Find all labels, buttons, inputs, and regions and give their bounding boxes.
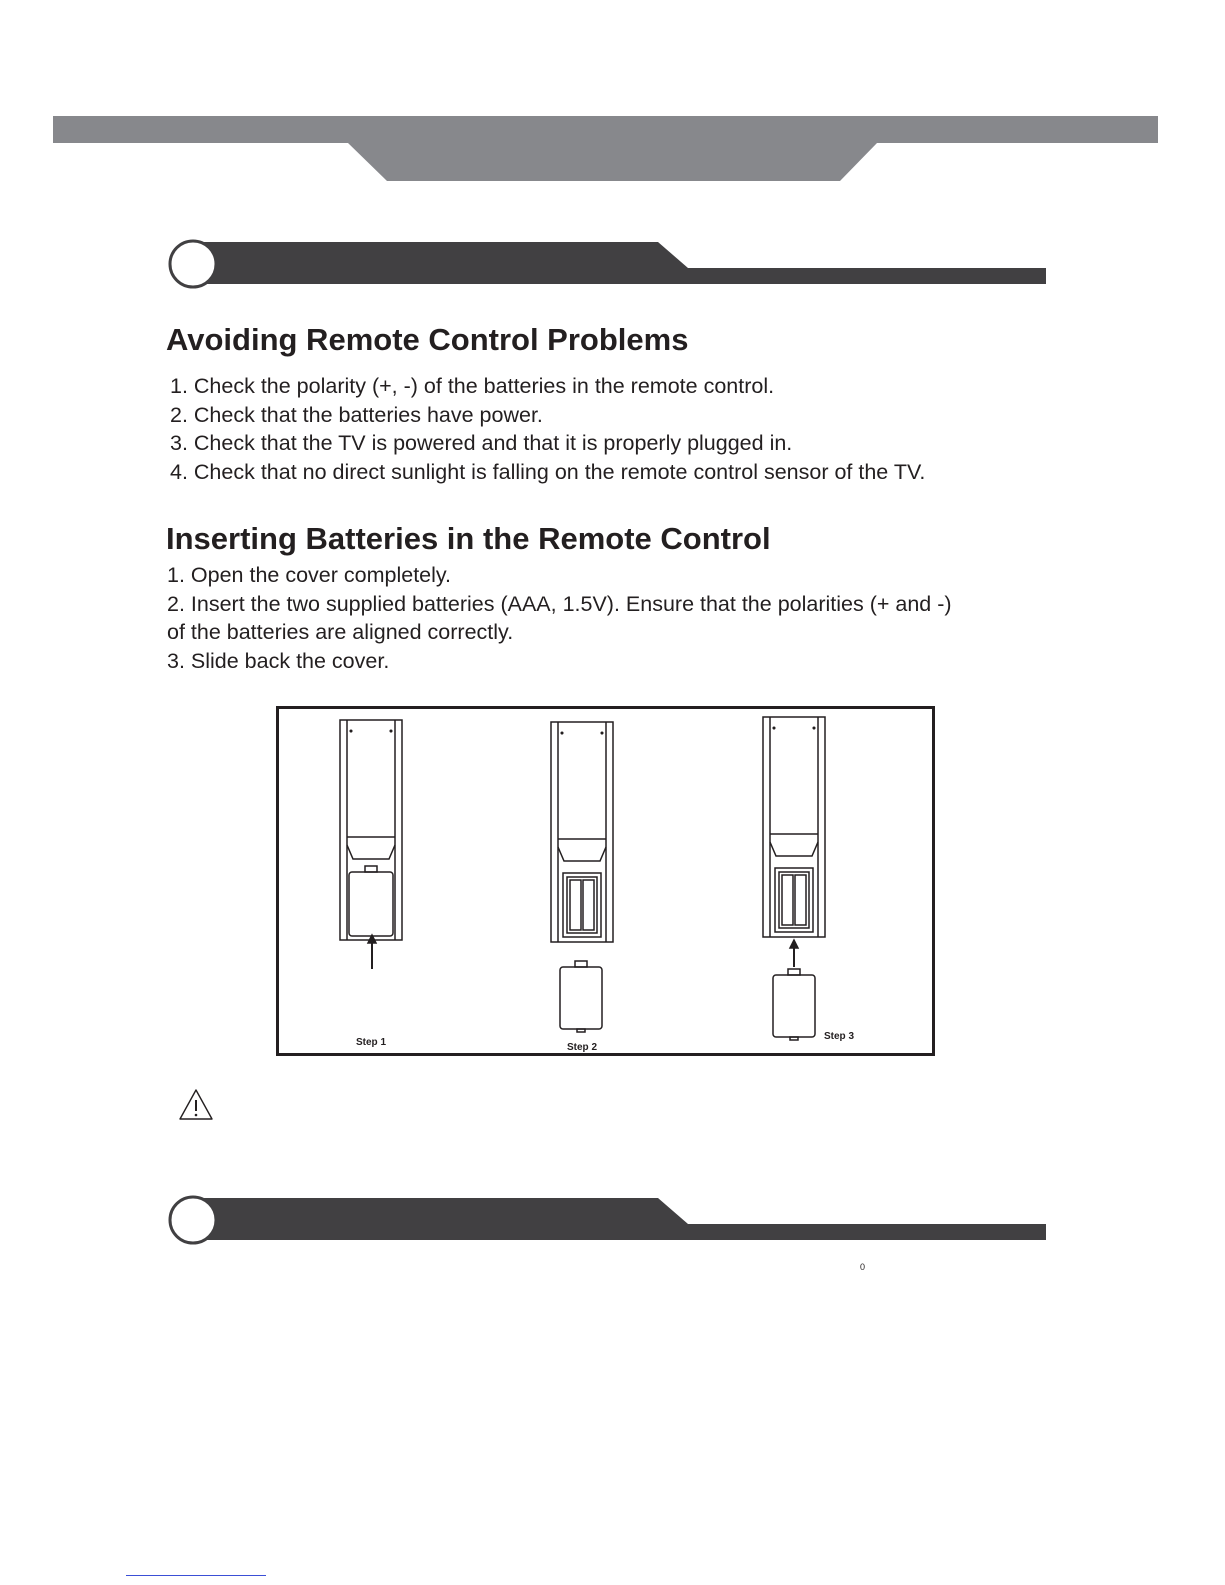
step-2-label: Step 2 xyxy=(567,1042,598,1053)
section-circle-icon xyxy=(170,241,216,287)
step-3-label: Step 3 xyxy=(824,1031,855,1042)
remote-step-3-illustration xyxy=(763,717,825,1040)
list-item: of the batteries are aligned correctly. xyxy=(167,620,514,645)
insert-batteries-list xyxy=(167,561,952,675)
stray-mark: 0 xyxy=(860,1262,866,1272)
footer-link-underline[interactable] xyxy=(126,1575,266,1576)
step-1-label: Step 1 xyxy=(356,1037,387,1048)
section-bar-1 xyxy=(160,238,1060,294)
remote-step-2-illustration xyxy=(551,722,613,1032)
list-item: 3. Slide back the cover. xyxy=(167,648,390,673)
section-circle-icon xyxy=(170,1197,216,1243)
list-item: 3. Check that the TV is powered and that it is properly plugged in. xyxy=(170,431,793,456)
remote-step-1-illustration xyxy=(340,720,402,969)
battery-figure xyxy=(276,706,935,1056)
section-title-inserting-batteries: Inserting Batteries in the Remote Control xyxy=(166,521,771,556)
remote-problems-list xyxy=(170,372,925,486)
list-item: 4. Check that no direct sunlight is falling on the remote control sensor of the TV. xyxy=(170,459,926,484)
header-band xyxy=(0,0,1225,200)
warning-icon xyxy=(178,1087,214,1123)
section-title-avoiding: Avoiding Remote Control Problems xyxy=(166,322,689,357)
list-item: 1. Open the cover completely. xyxy=(167,563,452,587)
list-item: 2. Insert the two supplied batteries (AAA, 1.5V). Ensure that the polarities (+ and -) xyxy=(167,591,952,616)
list-item: 1. Check the polarity (+, -) of the batteries in the remote control. xyxy=(170,374,775,398)
section-bar-2 xyxy=(160,1194,1060,1250)
list-item: 2. Check that the batteries have power. xyxy=(170,402,543,427)
